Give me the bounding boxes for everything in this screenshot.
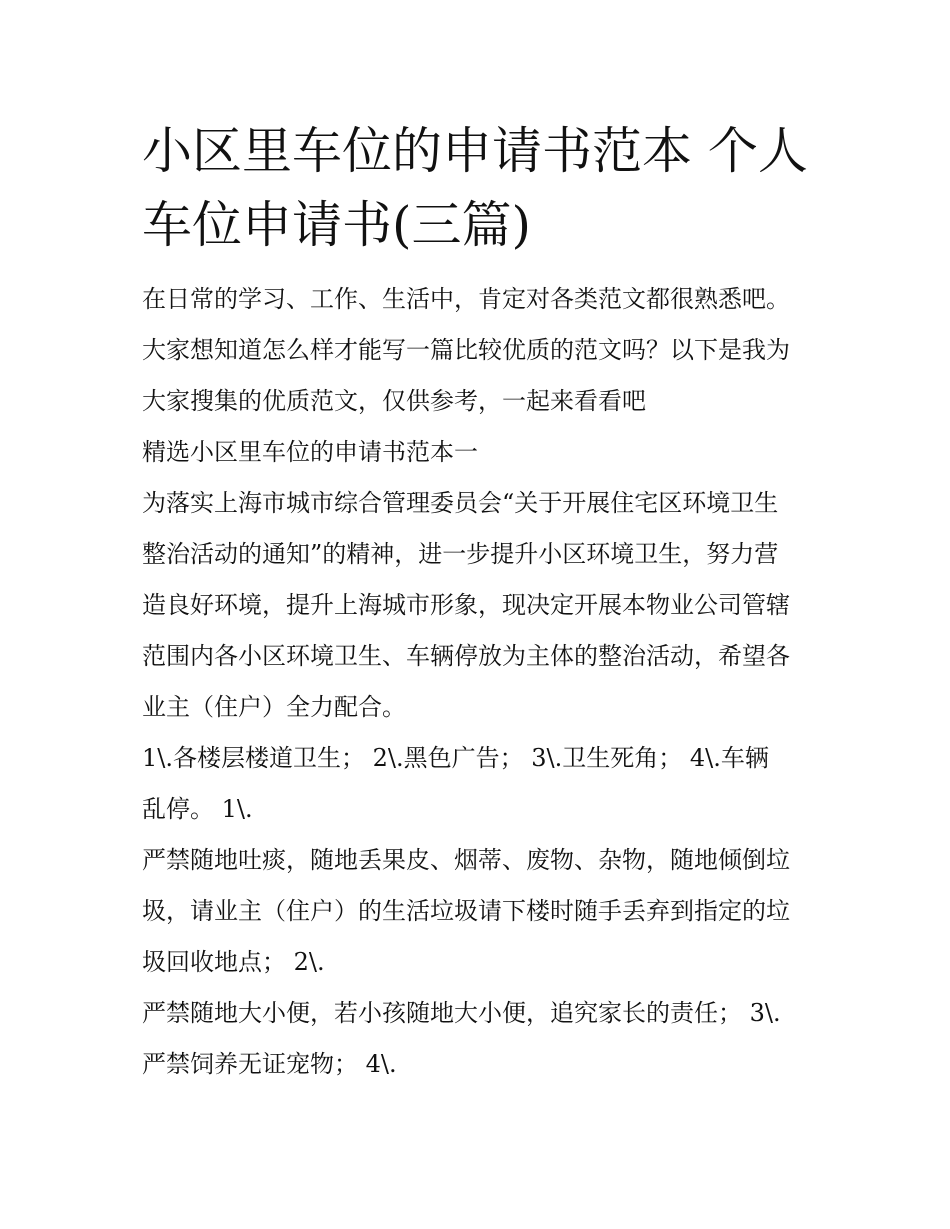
text-line: 整治活动的通知”的精神，进一步提升小区环境卫生，努力营	[142, 540, 779, 568]
rule-paragraph	[142, 988, 814, 1090]
text-line: 大家搜集的优质范文，仅供参考，一起来看看吧	[142, 387, 646, 415]
text-line: 造良好环境，提升上海城市形象，现决定开展本物业公司管辖	[142, 591, 790, 619]
text-line: 严禁饲养无证宠物； 4\.	[142, 1050, 397, 1078]
section-heading	[142, 427, 814, 478]
text-line: 圾回收地点； 2\.	[142, 948, 325, 976]
text-line: 严禁随地大小便，若小孩随地大小便，追究家长的责任； 3\.	[142, 999, 781, 1027]
text-line: 范围内各小区环境卫生、车辆停放为主体的整治活动，希望各	[142, 642, 790, 670]
text-line: 业主（住户）全力配合。	[142, 693, 406, 721]
text-line: 乱停。 1\.	[142, 795, 253, 823]
document-title	[142, 114, 814, 262]
document-page	[142, 114, 814, 1090]
text-line: 圾，请业主（住户）的生活垃圾请下楼时随手丢弃到指定的垃	[142, 897, 790, 925]
document-body	[142, 274, 814, 1090]
text-line: 为落实上海市城市综合管理委员会“关于开展住宅区环境卫生	[142, 489, 779, 517]
list-paragraph	[142, 733, 814, 835]
notice-paragraph	[142, 478, 814, 733]
rule-paragraph	[142, 835, 814, 988]
title-line: 小区里车位的申请书范本 个人	[142, 122, 808, 180]
title-line: 车位申请书(三篇)	[142, 196, 532, 254]
text-line: 严禁随地吐痰，随地丢果皮、烟蒂、废物、杂物，随地倾倒垃	[142, 846, 790, 874]
text-line: 精选小区里车位的申请书范本一	[142, 438, 478, 466]
text-line: 大家想知道怎么样才能写一篇比较优质的范文吗？以下是我为	[142, 336, 790, 364]
text-line: 在日常的学习、工作、生活中，肯定对各类范文都很熟悉吧。	[142, 285, 790, 313]
text-line: 1\.各楼层楼道卫生； 2\.黑色广告； 3\.卫生死角； 4\.车辆	[142, 744, 769, 772]
intro-paragraph	[142, 274, 814, 427]
